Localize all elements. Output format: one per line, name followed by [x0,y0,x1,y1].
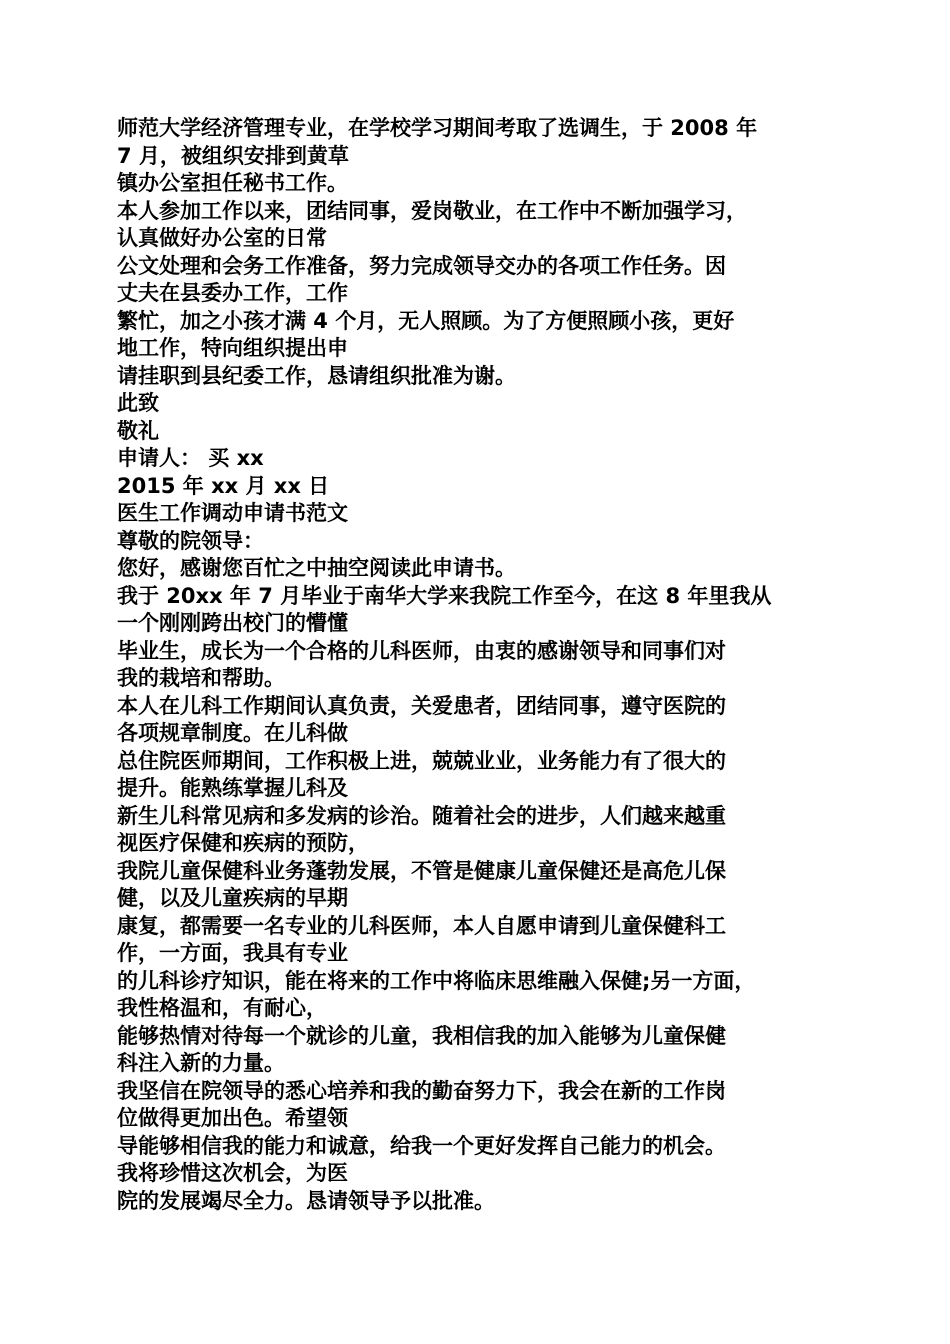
text-line: 丈夫在县委办工作，工作 [117,281,348,305]
text-line: 我的栽培和帮助。 [117,666,285,690]
text-line: 科注入新的力量。 [117,1051,285,1075]
text-line: 繁忙，加之小孩才满 4 个月，无人照顾。为了方便照顾小孩，更好 [117,308,735,333]
text-line: 各项规章制度。在儿科做 [117,721,348,745]
text-line: 我性格温和，有耐心， [117,996,327,1020]
text-line: 镇办公室担任秘书工作。 [117,171,348,195]
text-line: 位做得更加出色。希望领 [117,1106,348,1130]
text-line: 我于 20xx 年 7 月毕业于南华大学来我院工作至今，在这 8 年里我从 [117,583,772,608]
text-line: 的儿科诊疗知识，能在将来的工作中将临床思维融入保健;另一方面， [117,968,756,993]
text-line: 师范大学经济管理专业，在学校学习期间考取了选调生，于 2008 年 [117,116,758,140]
text-line: 院的发展竭尽全力。恳请领导予以批准。 [117,1188,495,1213]
text-line: 健，以及儿童疾病的早期 [117,886,348,910]
text-line: 公文处理和会务工作准备，努力完成领导交办的各项工作任务。因 [117,253,726,278]
text-line: 7 月，被组织安排到黄草 [117,143,349,168]
text-line: 我院儿童保健科业务蓬勃发展，不管是健康儿童保健还是高危儿保 [117,858,726,883]
closing-salutation: 此致 [117,391,159,415]
text-line: 地工作，特向组织提出申 [117,336,348,360]
text-line: 作，一方面，我具有专业 [117,941,348,965]
document-body [117,115,837,1215]
text-line: 新生儿科常见病和多发病的诊治。随着社会的进步，人们越来越重 [117,803,726,828]
text-line: 我将珍惜这次机会，为医 [117,1161,348,1185]
text-line: 一个刚刚跨出校门的懵懂 [117,611,348,635]
text-line: 本人参加工作以来，团结同事，爱岗敬业，在工作中不断加强学习， [117,198,747,223]
text-line: 毕业生，成长为一个合格的儿科医师，由衷的感谢领导和同事们对 [117,638,726,663]
text-line: 能够热情对待每一个就诊的儿童，我相信我的加入能够为儿童保健 [117,1023,726,1048]
application-date: 2015 年 xx 月 xx 日 [117,473,330,498]
closing-regards: 敬礼 [117,418,159,443]
text-line: 导能够相信我的能力和诚意，给我一个更好发挥自己能力的机会。 [117,1133,726,1158]
section-title: 医生工作调动申请书范文 [117,501,348,525]
text-line: 视医疗保健和疾病的预防， [117,831,369,855]
applicant-signature: 申请人： 买 xx [117,446,264,470]
text-line: 请挂职到县纪委工作，恳请组织批准为谢。 [117,363,516,388]
text-line: 认真做好办公室的日常 [117,226,327,250]
text-line: 您好，感谢您百忙之中抽空阅读此申请书。 [117,556,516,580]
text-line: 总住院医师期间，工作积极上进，兢兢业业，业务能力有了很大的 [117,748,726,773]
text-line: 本人在儿科工作期间认真负责，关爱患者，团结同事，遵守医院的 [117,693,726,718]
text-line: 我坚信在院领导的悉心培养和我的勤奋努力下，我会在新的工作岗 [117,1078,726,1103]
text-line: 康复，都需要一名专业的儿科医师，本人自愿申请到儿童保健科工 [117,913,726,938]
greeting: 尊敬的院领导： [117,528,264,553]
text-line: 提升。能熟练掌握儿科及 [117,776,348,800]
